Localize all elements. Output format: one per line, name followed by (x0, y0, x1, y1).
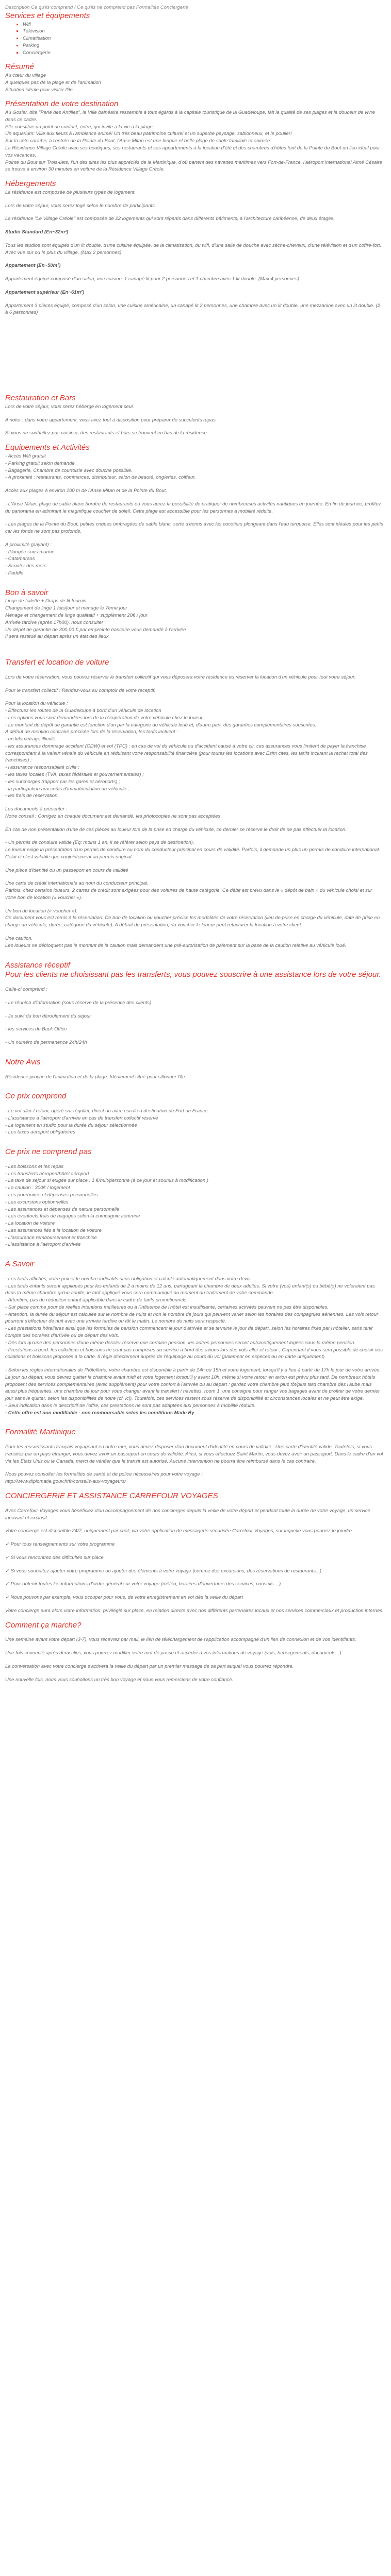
presentation-line: Un aquarium: Ville aux fleurs à l'ambiance animé! Un très beau patrimoine culturel et un superbe paysage, sablonneux, et le poulier! (5, 131, 292, 137)
transfert-line: - la participation aux coûts d'immatriculation du véhicule ; (5, 786, 129, 792)
transfert-line: Le loueur exige la présentation d'un permis de conduire au nom du conducteur principal en cours de validité. Parfois, il demande un plus un permis de conduire international. Celui-ci n'est valable que conjointement au permis original. (5, 847, 380, 860)
presentation-title: Présentation de votre destination (5, 99, 119, 109)
assistance-title: Assistance réceptif (5, 960, 70, 970)
ne-comprend-line: - Les éventuels frais de bagages selon la compagnie aérienne (5, 1213, 140, 1219)
conciergerie-line: Votre concierge aura alors votre information, privilégié sur place, en relation directe avec nos différents partenaires locaux et nos services commerciaux et production internes. (5, 1607, 384, 1614)
appartement-superieur-heading: Appartement supérieur (En~61m²) (5, 289, 85, 295)
transfert-line: Les documents à présenter : (5, 806, 68, 812)
transfert-line: - les surcharges (rapport par les gares et aéroports) ; (5, 778, 120, 785)
notre-avis-title: Notre Avis (5, 1057, 41, 1066)
appartement-heading: Appartement (En~50m²) (5, 263, 61, 269)
ne-comprend-line: - L'assistance à l'aéroport d'arrivée (5, 1242, 81, 1248)
resume-line: Au cœur du village (5, 73, 46, 79)
ne-comprend-line: - La caution : 300€ / logement (5, 1185, 70, 1191)
list-item: ▪ Parking (23, 42, 384, 49)
comment-ca-marche-title: Comment ça marche? (5, 1620, 82, 1630)
equipements-line: - Parking gratuit selon demande. (5, 460, 76, 466)
studio-standard-heading: Studio Standard (En~32m²) (5, 229, 69, 235)
transfert-line: Une carte de crédit internationale au nom du conducteur principal. (5, 880, 149, 887)
services-title: Services et équipements (5, 11, 90, 20)
conciergerie-line: ✓ Si vous souhaitez ajouter votre programme ou ajouter des éléments à votre voyage (comme des excursions, des réservations de restaurants...) (5, 1568, 322, 1574)
savoir-line: - Attention, pas de réduction enfant applicable dans le cadre de tarifs promotionnels. (5, 1297, 188, 1303)
savoir-line: - Seul indication dans le descriptif de l'offre, ces prestations ne sont pas adaptées aux personnes à mobilité réduite. (5, 1402, 256, 1409)
transfert-line: Lors de votre réservation, vous pouvez réserver le transfert collectif qui vous déposera votre résidence ou réserver la location d'un véhicule pour tout votre séjour. (5, 674, 356, 680)
equipements-line: A proximité (payant) : (5, 541, 52, 548)
ne-comprend-line: - La taxe de séjour si exigée sur place : 1 €/nuit/personne (à ce jour et soumis à modification ) (5, 1178, 208, 1184)
bon-line: Il sera restitué au départ après un état des lieux (5, 634, 109, 640)
resume-title: Résumé (5, 62, 34, 72)
transfert-line: En cas de non présentation d'une de ces pièces au loueur lors de la prise en charge du véhicule, ce dernier se réserve le droit de ne pas effectuer la location. (5, 826, 347, 833)
restauration-line: A noter : dans votre appartement, vous avez tout à disposition pour préparer de succulents repas. (5, 417, 217, 423)
hebergements-line: Lors de votre séjour, vous serez logé selon le nombre de participants. (5, 202, 156, 209)
equipements-line: - Paddle (5, 570, 24, 576)
transfert-line: Parfois, chez certains loueurs, 2 cartes de crédit sont exigées pour des voitures de haute catégorie. Ce débit est prévu dans le « dépôt de bain » du véhicule choisi et sur votre bon de location (« voucher »). (5, 888, 372, 901)
transfert-line: A défaut de mention contraire précisée lors de la réservation, les tarifs incluent : (5, 729, 178, 735)
savoir-non-modifiable: - Cette offre est non modifiable - non remboursable selon les conditions Made By (5, 1410, 194, 1416)
ne-comprend-line: - La location de voiture (5, 1221, 55, 1227)
transfert-line: - Un permis de conduire valide (Eq; moins 1 an, il se référer selon pays de destination). (5, 840, 194, 846)
ne-comprend-line: - Les assurances et dépenses de nature personnelle (5, 1206, 120, 1212)
transfert-line: Les loueurs ne débloquent pas le montant de la caution mais demandent une pré-autorisation de paiement sur la base de la caution relative au véhicule loué. (5, 942, 347, 948)
savoir-line: - Attention, la durée du séjour est calculée sur le nombre de nuits et non le nombre de jours qui peuvent varier selon les horaires des compagnies aériennes. Les vols retour pourront s'effectuer de nuit avec une arrivée tardive ou tôt le matin. Le nombre de nuits sera respecté. (5, 1311, 379, 1325)
presentation-line: Sur la côte caraïbe, à l'entrée de la Pointe du Bout, l'Anse Mitan est une longue et belle plage de sable familiale et animée. (5, 138, 271, 144)
assistance-line: - Un numéro de permanence 24h/24h (5, 1040, 87, 1046)
transfert-line: - les assurances dommage accident (CDW) et vol (TPC) : en cas de vol du véhicule ou d'accident causé à votre cir, ces assurances vous limitent de payer la franchise correspondant à la valeur vénale du véhicule en réduisant votre responsabilité financière (pour toutes les locations avec Esim cites, les tarifs incluent la rachat total des franchises) ; (5, 743, 368, 764)
hebergements-line: Appartement équipé composé d'un salon, une cuisine, 1 canapé lit pour 2 personnes et 1 chambre avec 1 lit double. (Max 4 personnes) (5, 276, 300, 282)
presentation-line: Pointe du Bout sur Trois-Ilets, l'un des sites les plus appréciés de la Martinique, d'où partent des navettes maritimes vers Fort-de-France, l'aéroport international Aimé Césaire se trouve à environ 30 minutes en voiture de la Résidence Village Créole. (5, 159, 382, 173)
top-line: Description Ce qu'ils comprend / Ce qu'ils ne comprend pas Formalités Conciergerie (5, 5, 188, 10)
assistance-line: - Je suivi du bon déroulement du séjour (5, 1013, 91, 1019)
formalite-link[interactable]: http://www.diplomatie.gouv.fr/fr/conseils-aux-voyageurs/ (5, 1479, 126, 1485)
list-item: ▪ Conciergerie (23, 49, 384, 57)
equipements-line: - Scooter des mers (5, 563, 47, 569)
assistance-subtitle: Pour les clients ne choisissant pas les transferts, vous pouvez souscrire à une assistance lors de votre séjour. (5, 970, 381, 979)
restauration-line: Si vous ne souhaitez pas cuisiner, des restaurants et bars se trouvent en bas de la résidence. (5, 430, 208, 436)
a-savoir-title: A Savoir (5, 1260, 35, 1269)
assistance-line: - les services du Back Office (5, 1026, 67, 1032)
bon-line: Linge de toilette + Draps de lit fournis (5, 598, 87, 604)
hebergements-line: Appartement 3 pièces équipé, composé d'un salon, une cuisine américaine, un canapé lit 2 personnes, une chambre avec un lit double, une mezzanine avec un lit double. (2 à 6 personnes) (5, 302, 380, 316)
comment-line: La conversation avec votre concierge s'activera la veille du départ par un premier message de sa part auquel vous pourrez répondre. (5, 1663, 294, 1669)
presentation-line: La Résidence Village Créole avec ses boutiques, ses restaurants et ses appartements à la location d'été et des chambres d'hôtes font de la Pointe du Bout un lieu idéal pour vos vacances. (5, 145, 380, 158)
transfert-line: - l'assurance responsabilité civile ; (5, 765, 79, 771)
equipements-line: - Les plages de la Pointe du Bout, petites criques ombragées de sable blanc, sorte d'écrins avec les cocotiers plongeant dans l'eau turquoise. Elles sont idéales pour les petits car les fonds ne sont pas profonds. (5, 521, 383, 535)
resume-line: Situation idéale pour visiter l'île (5, 87, 73, 93)
ce-prix-line: - L'assistance à l'aéroport d'arrivée en cas de transfert collectif réservé (5, 1115, 158, 1121)
savoir-line: - Dès lors qu'une des personnes d'une même dossier réserve une certaine pension, les autres personnes seront automatiquement logées sous la même pension. (5, 1340, 356, 1346)
bon-line: Un dépôt de garantie de 300,00 € par empreinte bancaire vous demandé à l'arrivée (5, 626, 186, 633)
transfert-line: Un bon de location (« voucher »). (5, 908, 78, 914)
transfert-line: Une pièce d'identité ou un passeport en cours de validité (5, 867, 128, 873)
hebergements-line: Tous les studios sont équipés d'un lit double, d'une cuisine équipée, de la climatisation, du wifi, d'une salle de douche avec sèche-cheveux, d'une télévision et d'un coffre-fort. Avec vue sur ou le plus du village. (Max 2 personnes) (5, 242, 382, 256)
ne-comprend-line: - Les transferts aéroport/hôtel aéroport (5, 1171, 89, 1177)
transfert-line: Ce document vous est remis à la réservation. Ce bon de location ou voucher précise les modalités de votre réservation (lieu de prise en charge du véhicule, date de prise en charge du véhicule, durée, catégorie du véhicule). A défaut de présentation, du voucher le loueur peut refacturer la location à votre client. (5, 915, 380, 928)
ne-comprend-line: - L'assurance remboursement et franchise (5, 1234, 97, 1241)
equipements-title: Equipements et Activités (5, 443, 90, 452)
comment-line: Une semaine avant votre départ (J-7), vous recevrez par mail, le lien de téléchargement de l'application accompagné d'un lien de connexion et de vos identifiants. (5, 1637, 356, 1643)
ne-comprend-line: - Les assurances liés à la location de voiture (5, 1227, 102, 1233)
transfert-line: Pour la location du véhicule : (5, 701, 68, 707)
transfert-line: - Le montant du dépôt de garantie est fonction d'un par la catégorie du véhicule loué et, d'autre part, des garanties complémentaires souscrites. (5, 722, 317, 728)
transfert-line: Une caution. (5, 936, 33, 942)
list-item: ▪ Télévision (23, 28, 384, 35)
ne-comprend-line: - Les pourboires et dépenses personnelles (5, 1192, 98, 1198)
equipements-line: - Bagagerie, Chambre de courtoisie avec douche possible. (5, 467, 133, 473)
presentation-line: Elle constitue un point de contact, entre, qui invite à la vie à la plage. (5, 124, 154, 130)
savoir-line: - Prestations à bord: les collations et boissons ne sont pas comprises au service à bord des avions lors des vols aller et retour ; Cependant il vous sera possible de choisir vos collations et boissons proposés à la carte. Il règle directement auprès de l'équipage au cours du vol (paiement en espèces ou en carte uniquement) (5, 1347, 383, 1360)
services-list (5, 21, 384, 57)
savoir-line: - Sur place comme pour de réelles intentions meilleures ou à l'influence de l'hôtel est insuffisante, certaines activités peuvent ne pas être disponibles. (5, 1304, 329, 1310)
conciergerie-line: ✓ Si vous rencontrez des difficultés sur place (5, 1554, 104, 1561)
formalite-line: Nous pouvez consulter les formalités de santé et de police nécessaires pour votre voyage : (5, 1471, 203, 1478)
ce-prix-line: - Le logement en studio pour la durée du séjour sélectionnée (5, 1122, 137, 1128)
ce-prix-comprend-title: Ce prix comprend (5, 1092, 67, 1101)
bon-a-savoir-title: Bon à savoir (5, 588, 48, 597)
notre-avis-text: Résidence proche de l'animation et de la plage. Idéalement situé pour sillonner l'île. (5, 1074, 187, 1080)
bon-line: Arrivée tardive (après 17h00), nous consulter (5, 619, 104, 625)
presentation-line: Au Gosier, dite "Perle des Antilles", la Ville balnéaire ressemble à tous égards à la capitale touristique de la Guadeloupe, fait la qualité de ses plages et la douceur de vivre dans ce cadre. (5, 110, 376, 123)
assistance-line: Celle-ci comprend : (5, 987, 47, 993)
savoir-line: - Selon les règles internationales de l'hôtellerie, votre chambre est disponible à partir de 14h ou 15h et votre logement, lorsqu'il y a lieu à partir de 17h le jour de votre arrivée. Le jour du départ, vous devrez quitter la chambre avant midi et votre logement lorsqu'il y avant 10h, même si votre retour en avion est prévu plus tard. De nombreux hôtels proposent des services complémentaires (avec supplément) pour votre confort à l'arrivée ou au départ : gardez votre chambre plus tôt/plus tard chambre dès l'aube mais aussi plus fréquentes, une chambre de jour pour vous changer avant le transfert / navettes, room 1, une consigne pour ranger vos bagages avant de profiter de votre dernier jour sans le quitter, selon les disponibilités de notre (cf. ici). Toutefois, ces services restent sous réserve de disponibilité et circonstances locales et ne peut être exigé. (5, 1367, 381, 1402)
bon-line: Ménage et changement de linge qualitatif + supplément 20€ / jour (5, 613, 148, 618)
transfert-line: Pour le transfert collectif : Rendez-vous au comptoir de votre receptif. (5, 687, 156, 693)
bon-line: Changement de linge 1 fois/jour et ménage le 7ème jour (5, 605, 127, 612)
conciergerie-line: Votre concierge est disponible 24/7, uniquement par chat, via votre application de messagerie sécurisée Carrefour Voyages, sur laquelle vous pourrez le joindre : (5, 1528, 355, 1534)
conciergerie-line: ✓ Pour obtenir toutes les informations d'ordre général sur votre voyage (météo, horaires d'ouvertures des services, conseils....) (5, 1581, 281, 1587)
restauration-line: Lors de votre séjour, vous serez hébergé en logement seul. (5, 403, 134, 410)
list-item: ▪ Climatisation (23, 35, 384, 42)
comment-line: Une nouvelle fois, nous vous souhaitons un très bon voyage et nous vous remercions de votre confiance. (5, 1676, 234, 1683)
conciergerie-line: ✓ Nous pouvons par exemple, vous occuper pour vous, de votre enregistrement en vol dès la veille du départ (5, 1595, 243, 1601)
ce-prix-line: - Le vol aller / retour, opéré sur régulier, direct ou avec escale à destination de Fort de France (5, 1108, 208, 1114)
assistance-line: - Le réunion d'information (sous réserve de la présence des clients) (5, 999, 152, 1006)
formalite-line: Pour les ressortissants français voyageant en autre mer, vous devez disposer d'un document d'identité en cours de validité : Une carte d'identité valide. Toutefois, si vous transitez par un pays étranger, vous devez avoir un passeport en cours de validité. Ainsi, si vous effectuez Saint Martin, vous devez avoir un passeport. Dans le cadre d'un vol via les Etats Unis ou le Canada, merci de vérifier que le transit est autorisé. Aucune intervention ne pourra être reimbursé dans le cas contraire. (5, 1444, 383, 1464)
transfert-line: - Effectuez les routes de la Guadeloupe à bord d'un véhicule de location (5, 708, 161, 714)
hebergements-line: La résidence est composée de plusieurs types de logement. (5, 189, 136, 195)
conciergerie-title: CONCIERGERIE ET ASSISTANCE CARREFOUR VOYAGES (5, 1492, 218, 1501)
hebergements-title: Hébergements (5, 179, 56, 189)
transfert-title: Transfert et location de voiture (5, 658, 109, 667)
equipements-line: - L'Anse Mitan, plage de sable blanc bordée de restaurants où vous aurez la possibilité de pratiquer de nombreuses activités nautiques en journée. En fin de journée, profitez du panorama en admirant le magnifique coucher de soleil. Cette plage est accessible pour les personnes à mobilité réduite. (5, 501, 381, 514)
equipements-line: - Accès Wifi gratuit (5, 453, 46, 459)
transfert-line: Notre conseil : Corrigez en chaque document est demandé, les photocopies ne sont pas acceptées (5, 813, 221, 819)
transfert-line: - les taxes locales (TVA, taxes fédérales et gouvernementales) ; (5, 772, 144, 777)
ce-prix-line: - Les taxes aéroport obligatoires (5, 1129, 75, 1136)
formalite-title: Formalité Martinique (5, 1428, 76, 1437)
conciergerie-line: ✓ Pour tous renseignements sur votre programme (5, 1541, 115, 1548)
transfert-line: - un kilométrage illimité ; (5, 736, 58, 742)
restauration-title: Restauration et Bars (5, 394, 76, 403)
list-item: ▪ Wifi (23, 21, 384, 28)
transfert-line: - Les options vous sont demandées lors de la récupération de votre véhicule chez le loueur. (5, 715, 204, 721)
resume-line: A quelques pas de la plage et de l'animation (5, 79, 101, 86)
savoir-line: - Les tarifs enfants seront appliqués pour les enfants de 2 à moins de 12 ans, partageant la chambre de deux adultes. Si votre (vos) enfant(s) ou bébé(s) ne voleraient pas dans la même chambre qu'un adulte, le tarif appliqué vous sera communiqué au moment du traitement de votre commande. (5, 1283, 375, 1296)
ne-comprend-pas-title: Ce prix ne comprend pas (5, 1147, 92, 1157)
comment-line: Une fois connecté après deux clics, vous pourrez modifier votre mot de passe et accéder à vos informations de voyage (vols, hébergements, documents...). (5, 1650, 343, 1656)
equipements-line: Accès aux plages à environ 100 m de l'Anse Mitan et de la Pointe du Bout. (5, 488, 167, 494)
equipements-line: - A proximité : restaurants, commerces, distributeur, salon de beauté, ongleries, coiffeur. (5, 474, 196, 481)
ne-comprend-line: - Les boissons et les repas (5, 1163, 64, 1170)
conciergerie-line: Avec Carrefour Voyages vous bénéficiez d'un accompagnement de nos concierges depuis la veille de votre départ et pendant toute la durée de votre voyage, un service innovant et exclusif. (5, 1507, 370, 1521)
hebergements-line: La résidence "Le Village Créole" est composée de 22 logements qui sont répartis dans différents bâtiments, à l'architecture caribéenne, de deux étages. (5, 216, 335, 222)
ne-comprend-line: - Les excursions optionnelles (5, 1199, 69, 1205)
savoir-line: - Les prestations hôtelières ainsi que les formules de pension commencent le jour d'arrivée et se termine le jour de départ, selon les horaires fixés par l'hôtelier, sans tenir compte des horaires d'arrivée ou de départ des vols. (5, 1326, 373, 1339)
savoir-line: - Les tarifs affichés, votre prix et le nombre indicatifs sans obligation et calculé automatiquement dans votre devis (5, 1276, 251, 1282)
equipements-line: - Plongée sous-marine (5, 549, 55, 555)
equipements-line: - Catamarans (5, 556, 35, 562)
transfert-line: - les frais de réservation. (5, 793, 59, 799)
